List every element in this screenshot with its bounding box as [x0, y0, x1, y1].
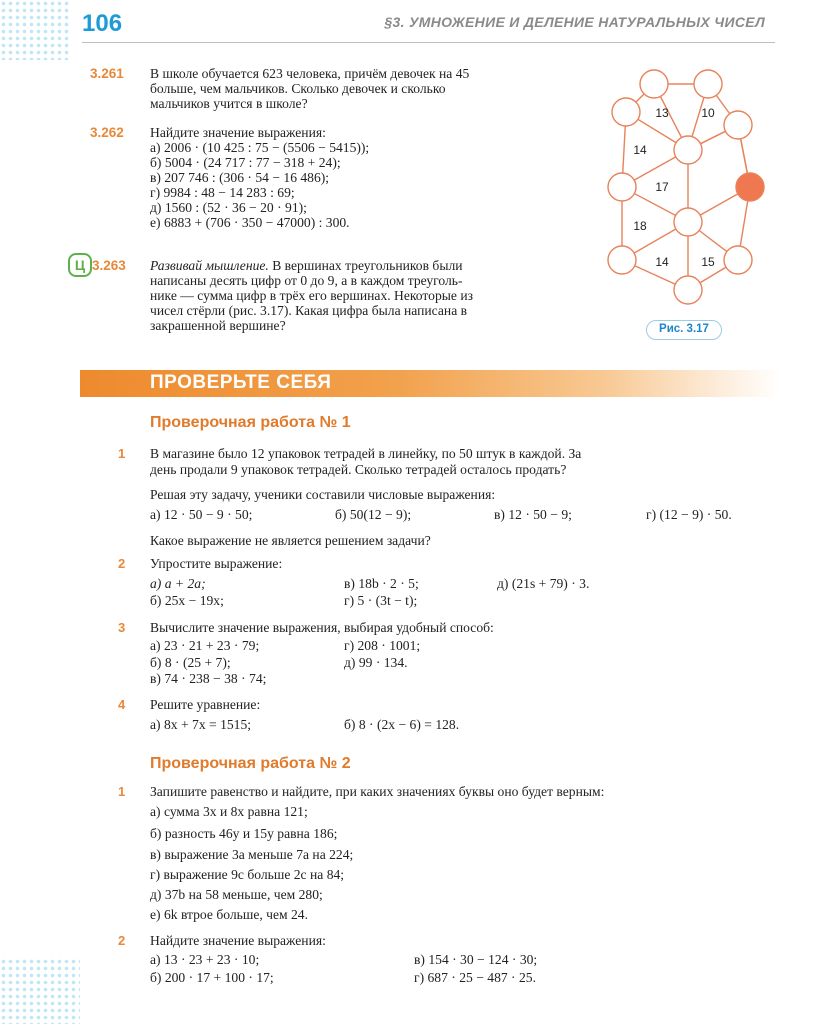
task-intro: Запишите равенство и найдите, при каких значениях буквы оно будет верным:: [150, 784, 605, 799]
triangle-sum-label: 18: [633, 219, 647, 233]
triangle-labels: [633, 106, 715, 269]
triangle-sum-label: 14: [633, 143, 647, 157]
triangle-sum-label: 17: [655, 180, 669, 194]
task-intro: Упростите выражение:: [150, 556, 283, 571]
task-item: б) разность 46y и 15y равна 186;: [150, 826, 338, 841]
triangle-figure: [602, 64, 774, 314]
task-question: Какое выражение не является решением задачи?: [150, 533, 431, 548]
answer-option: б) 50(12 − 9);: [335, 507, 412, 522]
vertex-circle: [694, 70, 722, 98]
text-line: закрашенной вершине?: [150, 318, 286, 333]
triangle-sum-label: 15: [701, 255, 715, 269]
task-item: б) 8 · (2x − 6) = 128.: [344, 717, 460, 732]
text-line: нике — сумма цифр в трёх его вершинах. Некоторые из: [150, 288, 473, 303]
task-item: б) 8 · (25 + 7);: [150, 655, 231, 670]
text-line: д) 1560 : (52 · 36 − 20 · 91);: [150, 200, 307, 215]
task-number: 1: [118, 784, 126, 799]
text-line: Найдите значение выражения:: [150, 125, 326, 140]
problem-number: 3.262: [90, 125, 124, 140]
task-item: г) 687 · 25 − 487 · 25.: [414, 970, 536, 985]
corner-dot-pattern-bottom: [0, 958, 80, 1024]
task-intro: Найдите значение выражения:: [150, 933, 326, 948]
page-number: 106: [82, 10, 123, 37]
task-item: д) (21s + 79) · 3.: [497, 576, 590, 591]
figure-vertices: [608, 70, 764, 304]
text-line: г) 9984 : 48 − 14 283 : 69;: [150, 185, 295, 200]
corner-dot-pattern: [0, 0, 70, 60]
text-line: чисел стёрли (рис. 3.17). Какая цифра была написана в: [150, 303, 468, 318]
work-title: Проверочная работа № 1: [150, 414, 351, 431]
vertex-circle: [674, 136, 702, 164]
task-item: б) 25x − 19x;: [150, 593, 224, 608]
task-text-line: день продали 9 упаковок тетрадей. Сколько тетрадей осталось продать?: [150, 462, 567, 477]
text-line: В школе обучается 623 человека, причём девочек на 45: [150, 66, 470, 81]
text-line: больше, чем мальчиков. Сколько девочек и сколько: [150, 81, 446, 96]
vertex-circle: [612, 98, 640, 126]
answer-option: г) (12 − 9) · 50.: [646, 507, 732, 522]
task-text-line: Решая эту задачу, ученики составили числовые выражения:: [150, 487, 496, 502]
vertex-circle: [674, 276, 702, 304]
task-number: 2: [118, 556, 126, 571]
lead-phrase: Развивай мышление.: [150, 258, 269, 273]
vertex-circle: [640, 70, 668, 98]
task-intro: Вычислите значение выражения, выбирая удобный способ:: [150, 620, 494, 635]
vertex-circle: [608, 246, 636, 274]
task-item: б) 200 · 17 + 100 · 17;: [150, 970, 274, 985]
vertex-circle: [724, 111, 752, 139]
task-item: г) 5 · (3t − t);: [344, 593, 418, 608]
task-number: 3: [118, 620, 126, 635]
highlighted-vertex: [736, 173, 764, 201]
task-intro: Решите уравнение:: [150, 697, 261, 712]
problem-text: [150, 125, 369, 230]
problem-text: [150, 66, 469, 111]
answer-option: в) 12 · 50 − 9;: [494, 507, 572, 522]
task-item: г) 208 · 1001;: [344, 638, 421, 653]
figure-caption: Рис. 3.17: [646, 320, 722, 340]
section-banner-title: ПРОВЕРЬТЕ СЕБЯ: [150, 372, 332, 393]
task-item: д) 99 · 134.: [344, 655, 408, 670]
task-item: в) выражение 3a меньше 7a на 224;: [150, 847, 354, 862]
vertex-circle: [608, 173, 636, 201]
text-line: в) 207 746 : (306 · 54 − 16 486);: [150, 170, 330, 185]
text-line: написаны десять цифр от 0 до 9, а в каждом треуголь-: [150, 273, 463, 288]
vertex-circle: [724, 246, 752, 274]
competency-badge: Ц: [68, 253, 92, 277]
running-title: §3. УМНОЖЕНИЕ И ДЕЛЕНИЕ НАТУРАЛЬНЫХ ЧИСЕЛ: [384, 14, 765, 30]
task-item: в) 154 · 30 − 124 · 30;: [414, 952, 538, 967]
task-item: г) выражение 9c больше 2c на 84;: [150, 867, 345, 882]
task-item: а) a + 2a;: [150, 576, 206, 591]
task-number: 2: [118, 933, 126, 948]
text-line: б) 5004 · (24 717 : 77 − 318 + 24);: [150, 155, 341, 170]
problem-number: 3.261: [90, 66, 124, 81]
text-line: [150, 258, 473, 273]
task-item: а) 8x + 7x = 1515;: [150, 717, 252, 732]
task-number: 1: [118, 446, 126, 461]
text-line: мальчиков учится в школе?: [150, 96, 308, 111]
task-number: 4: [118, 697, 126, 712]
problem-number: 3.263: [92, 258, 126, 273]
task-item: е) 6k втрое больше, чем 24.: [150, 907, 309, 922]
work-title: Проверочная работа № 2: [150, 755, 351, 772]
task-item: а) 23 · 21 + 23 · 79;: [150, 638, 260, 653]
task-text-line: В магазине было 12 упаковок тетрадей в линейку, по 50 штук в каждой. За: [150, 446, 582, 461]
task-item: а) сумма 3x и 8x равна 121;: [150, 804, 308, 819]
task-item: д) 37b на 58 меньше, чем 280;: [150, 887, 323, 902]
text-line: е) 6883 + (706 · 350 − 47000) : 300.: [150, 215, 350, 230]
task-item: а) 13 · 23 + 23 · 10;: [150, 952, 260, 967]
answer-option: а) 12 · 50 − 9 · 50;: [150, 507, 253, 522]
triangle-sum-label: 13: [655, 106, 669, 120]
vertex-circle: [674, 208, 702, 236]
task-item: в) 18b · 2 · 5;: [344, 576, 419, 591]
problem-text: [150, 258, 473, 333]
triangle-sum-label: 10: [701, 106, 715, 120]
lead-rest: В вершинах треугольников были: [268, 258, 463, 273]
header-rule: [82, 42, 775, 43]
triangle-sum-label: 14: [655, 255, 669, 269]
text-line: а) 2006 · (10 425 : 75 − (5506 − 5415));: [150, 140, 370, 155]
task-item: в) 74 · 238 − 38 · 74;: [150, 671, 267, 686]
